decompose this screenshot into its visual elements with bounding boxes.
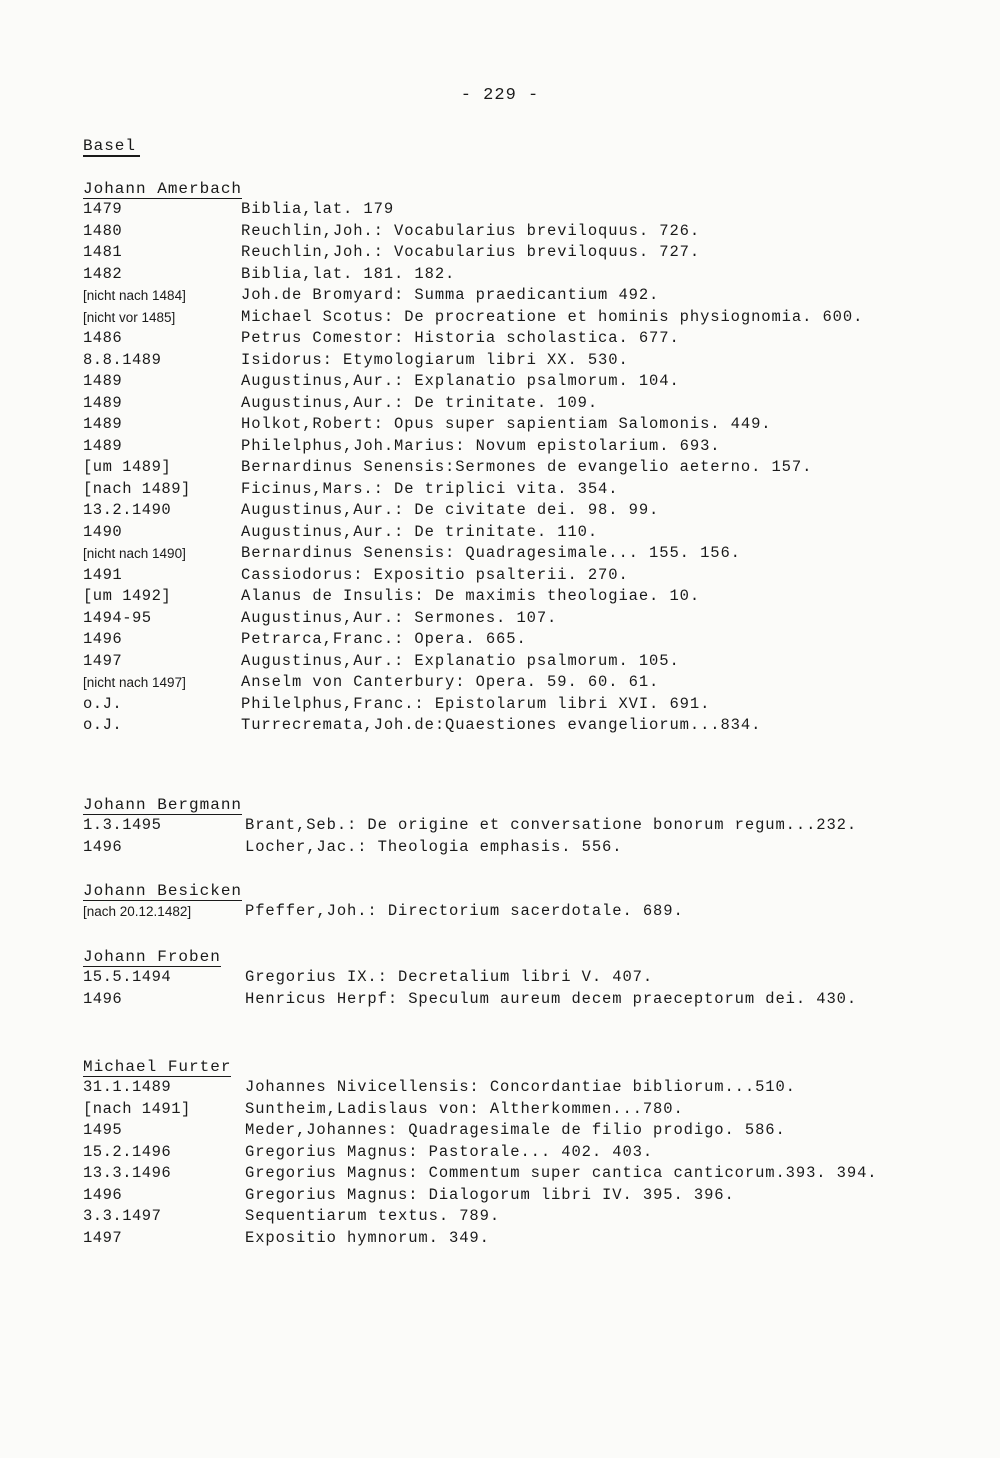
entry-date: [nicht nach 1484]	[83, 288, 186, 303]
catalog-entry	[83, 436, 963, 458]
entry-date: 13.2.1490	[83, 501, 172, 519]
entry-date: 1491	[83, 565, 123, 584]
catalog-entry	[83, 543, 963, 565]
catalog-entry	[83, 672, 963, 694]
entry-title: Biblia,lat. 179	[241, 200, 395, 218]
entry-title: Michael Scotus: De procreatione et hominis physiognomia. 600.	[241, 307, 864, 326]
entry-title: Reuchlin,Joh.: Vocabularius breviloquus. 727.	[241, 243, 701, 261]
printer-section-besicken	[83, 882, 963, 923]
entry-date: [um 1492]	[83, 587, 172, 605]
printer-section-bergmann	[83, 796, 963, 858]
entry-title: Gregorius Magnus: Pastorale... 402. 403.	[245, 1142, 654, 1161]
entry-date: [nicht vor 1485]	[83, 309, 176, 325]
entry-date: 13.3.1496	[83, 1164, 172, 1182]
catalog-entry	[83, 837, 963, 859]
catalog-entry	[83, 522, 963, 544]
entry-title: Sequentiarum textus. 789.	[245, 1207, 501, 1225]
printer-section-froben	[83, 948, 963, 1010]
printer-name: Johann Froben	[83, 948, 221, 966]
entry-title: Biblia,lat. 181. 182.	[241, 264, 456, 283]
catalog-entry	[83, 651, 963, 673]
entry-date: 31.1.1489	[83, 1078, 172, 1096]
entry-date: 1497	[83, 1228, 123, 1247]
entry-date: 15.5.1494	[83, 968, 172, 986]
entry-title: Turrecremata,Joh.de:Quaestiones evangeliorum...834.	[241, 716, 762, 734]
entry-date: 1494-95	[83, 608, 152, 627]
entry-title: Holkot,Robert: Opus super sapientiam Salomonis. 449.	[241, 415, 772, 433]
entry-title: Petrus Comestor: Historia scholastica. 677.	[241, 329, 680, 347]
catalog-entry	[83, 328, 963, 350]
entry-title: Augustinus,Aur.: De civitate dei. 98. 99.	[241, 501, 660, 519]
entry-title: Suntheim,Ladislaus von: Altherkommen...780.	[245, 1099, 684, 1118]
catalog-entry	[83, 1120, 963, 1142]
catalog-entry	[83, 901, 963, 923]
catalog-entry	[83, 414, 963, 436]
catalog-entry	[83, 350, 963, 372]
entry-date: 1479	[83, 200, 123, 218]
catalog-entry	[83, 500, 963, 522]
printer-name: Johann Besicken	[83, 882, 243, 900]
city-heading-underline	[83, 155, 140, 157]
entry-list	[83, 901, 963, 923]
entry-date: o.J.	[83, 716, 123, 734]
entry-title: Petrarca,Franc.: Opera. 665.	[241, 630, 527, 648]
entry-date: 3.3.1497	[83, 1207, 162, 1225]
entry-title: Joh.de Bromyard: Summa praedicantium 492.	[241, 286, 660, 304]
entry-title: Bernardinus Senensis:Sermones de evangelio aeterno. 157.	[241, 458, 813, 476]
entry-date: o.J.	[83, 694, 123, 713]
catalog-entry	[83, 1185, 963, 1207]
entry-date: 1496	[83, 630, 123, 648]
entry-title: Augustinus,Aur.: Sermones. 107.	[241, 608, 558, 627]
entry-date: 1496	[83, 837, 123, 856]
catalog-entry	[83, 1099, 963, 1121]
entry-title: Augustinus,Aur.: De trinitate. 109.	[241, 393, 599, 412]
entry-title: Philelphus,Franc.: Epistolarum libri XVI. 691.	[241, 694, 711, 713]
entry-date: 1482	[83, 264, 123, 283]
printer-name: Michael Furter	[83, 1058, 232, 1076]
entry-title: Pfeffer,Joh.: Directorium sacerdotale. 689.	[245, 902, 684, 920]
entry-list	[83, 199, 963, 737]
entry-title: Gregorius IX.: Decretalium libri V. 407.	[245, 968, 654, 986]
entry-date: 1496	[83, 989, 123, 1008]
entry-title: Philelphus,Joh.Marius: Novum epistolarium. 693.	[241, 436, 721, 455]
catalog-entry	[83, 242, 963, 264]
entry-title: Johannes Nivicellensis: Concordantiae bibliorum...510.	[245, 1078, 796, 1096]
entry-date: 1489	[83, 372, 123, 390]
entry-list	[83, 967, 963, 1010]
entry-date: [nach 1491]	[83, 1099, 191, 1118]
entry-title: Ficinus,Mars.: De triplici vita. 354.	[241, 479, 619, 498]
catalog-entry	[83, 285, 963, 307]
catalog-entry	[83, 307, 963, 329]
city-heading: Basel	[83, 137, 137, 155]
entry-title: Augustinus,Aur.: Explanatio psalmorum. 105.	[241, 651, 680, 670]
catalog-entry	[83, 586, 963, 608]
catalog-entry	[83, 1142, 963, 1164]
catalog-entry	[83, 1206, 963, 1228]
entry-title: Bernardinus Senensis: Quadragesimale... 155. 156.	[241, 544, 741, 562]
catalog-entry	[83, 629, 963, 651]
catalog-entry	[83, 694, 963, 716]
entry-title: Isidorus: Etymologiarum libri XX. 530.	[241, 350, 629, 369]
catalog-entry	[83, 967, 963, 989]
catalog-entry	[83, 371, 963, 393]
catalog-entry	[83, 457, 963, 479]
entry-title: Augustinus,Aur.: De trinitate. 110.	[241, 522, 599, 541]
entry-date: 1489	[83, 415, 123, 433]
entry-title: Gregorius Magnus: Commentum super cantica canticorum.393. 394.	[245, 1164, 878, 1182]
entry-title: Henricus Herpf: Speculum aureum decem praeceptorum dei. 430.	[245, 989, 858, 1008]
entry-list	[83, 815, 963, 858]
entry-title: Expositio hymnorum. 349.	[245, 1228, 490, 1247]
entry-date: [um 1489]	[83, 458, 172, 476]
entry-date: [nach 20.12.1482]	[83, 904, 192, 919]
entry-date: 15.2.1496	[83, 1142, 172, 1161]
catalog-entry	[83, 815, 963, 837]
entry-title: Gregorius Magnus: Dialogorum libri IV. 395. 396.	[245, 1185, 735, 1204]
page-number: - 229 -	[460, 86, 540, 105]
entry-date: 8.8.1489	[83, 350, 162, 369]
entry-title: Cassiodorus: Expositio psalterii. 270.	[241, 565, 629, 584]
entry-date: 1486	[83, 329, 123, 347]
entry-date: 1489	[83, 393, 123, 412]
entry-title: Locher,Jac.: Theologia emphasis. 556.	[245, 837, 623, 856]
printer-section-amerbach	[83, 180, 963, 737]
entry-date: [nach 1489]	[83, 479, 191, 498]
catalog-entry	[83, 1228, 963, 1250]
catalog-entry	[83, 199, 963, 221]
entry-date: 1481	[83, 243, 123, 261]
entry-title: Augustinus,Aur.: Explanatio psalmorum. 104.	[241, 372, 680, 390]
catalog-entry	[83, 715, 963, 737]
catalog-entry	[83, 264, 963, 286]
catalog-entry	[83, 565, 963, 587]
entry-date: [nicht nach 1497]	[83, 675, 186, 690]
catalog-entry	[83, 393, 963, 415]
entry-title: Anselm von Canterbury: Opera. 59. 60. 61.	[241, 673, 660, 691]
catalog-entry	[83, 989, 963, 1011]
entry-date: 1495	[83, 1121, 123, 1139]
entry-title: Alanus de Insulis: De maximis theologiae. 10.	[241, 587, 701, 605]
entry-title: Brant,Seb.: De origine et conversatione bonorum regum...232.	[245, 816, 858, 834]
catalog-entry	[83, 608, 963, 630]
entry-date: 1480	[83, 221, 123, 240]
entry-date: 1496	[83, 1185, 123, 1204]
entry-date: [nicht nach 1490]	[83, 546, 186, 561]
catalog-entry	[83, 1163, 963, 1185]
entry-date: 1497	[83, 651, 123, 670]
printer-section-furter	[83, 1058, 963, 1249]
printer-name: Johann Amerbach	[83, 180, 243, 198]
catalog-entry	[83, 221, 963, 243]
printer-name: Johann Bergmann	[83, 796, 243, 814]
entry-title: Meder,Johannes: Quadragesimale de filio prodigo. 586.	[245, 1121, 786, 1139]
entry-title: Reuchlin,Joh.: Vocabularius breviloquus. 726.	[241, 221, 701, 240]
catalog-entry	[83, 479, 963, 501]
entry-date: 1490	[83, 522, 123, 541]
entry-date: 1.3.1495	[83, 816, 162, 834]
entry-date: 1489	[83, 436, 123, 455]
entry-list	[83, 1077, 963, 1249]
catalog-entry	[83, 1077, 963, 1099]
